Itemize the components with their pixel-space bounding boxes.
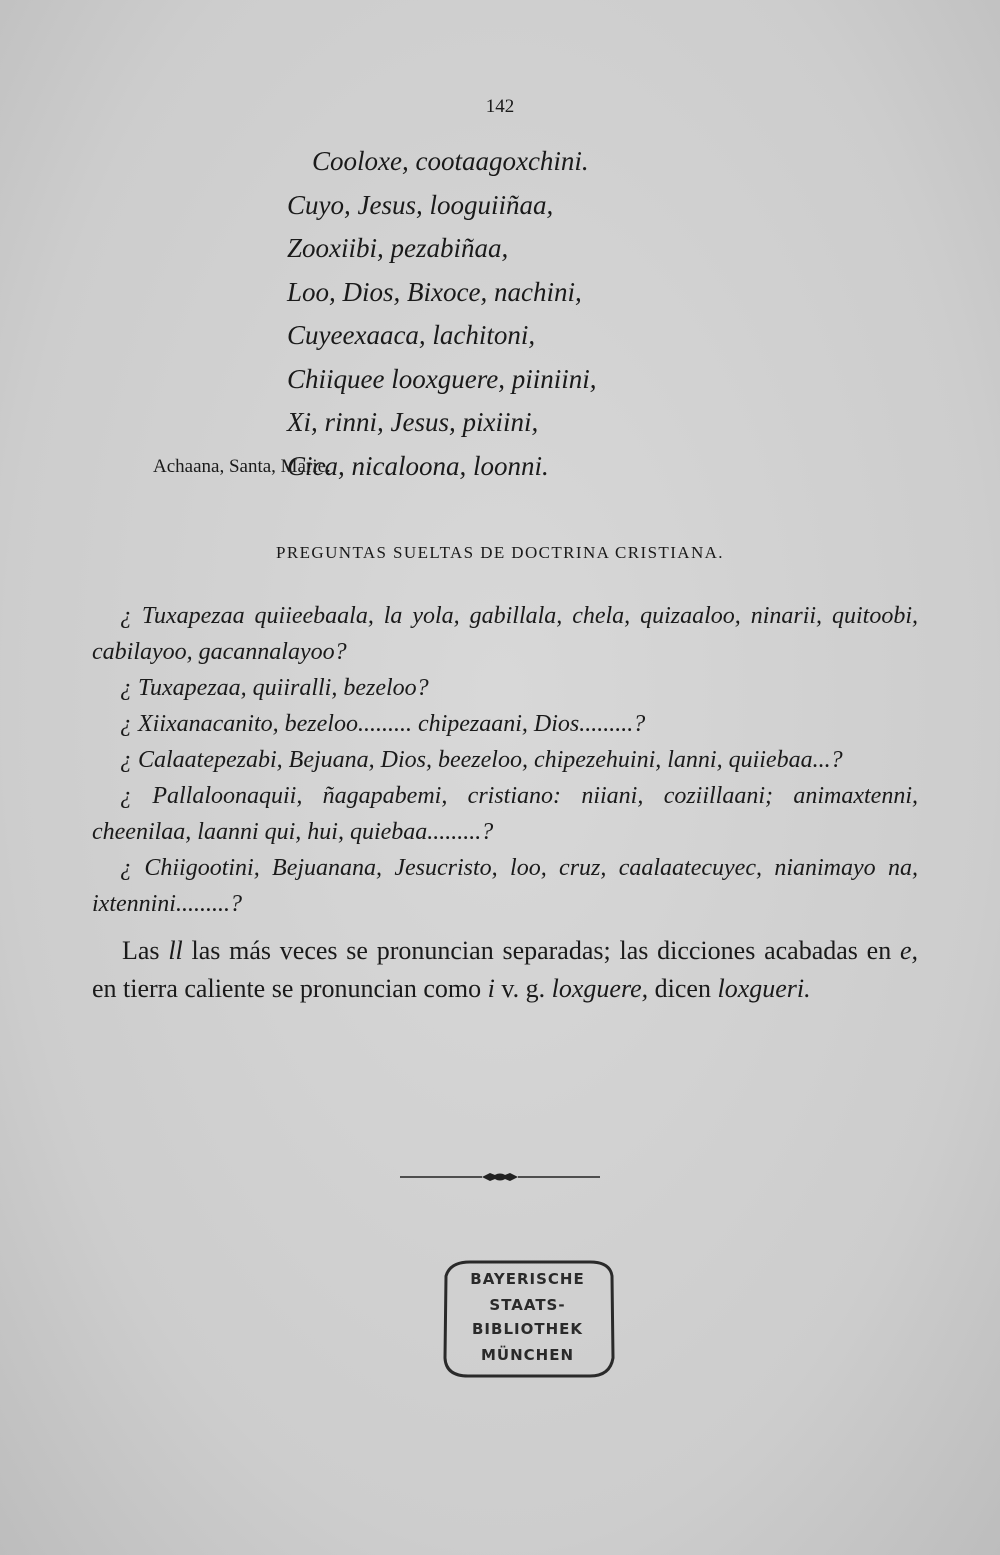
note-text: v. g. [494, 974, 552, 1003]
library-stamp [440, 1258, 615, 1380]
question: ¿ Chiigootini, Bejuanana, Jesucristo, loo, cruz, caalaatecuyec, nianimayo na, ixtennini.........? [92, 855, 918, 917]
note-example: loxgueri. [717, 974, 811, 1003]
note-text: Las [122, 936, 169, 965]
pronunciation-note [92, 932, 918, 1008]
page-number: 142 [485, 96, 515, 117]
stamp-line: BAYERISCHE [470, 1270, 585, 1288]
note-term: e, [899, 936, 919, 965]
question: ¿ Calaatepezabi, Bejuana, Dios, beezeloo, chipezehuini, lanni, quiiebaa...? [120, 747, 843, 773]
questions-list [92, 598, 918, 922]
stamp-line: BIBLIOTHEK [472, 1320, 583, 1338]
stamp-line: MÜNCHEN [480, 1346, 575, 1364]
poem-line: Cuyeexaaca, lachitoni, [287, 320, 536, 350]
poem-line: Cuyo, Jesus, looguiiñaa, [287, 189, 554, 220]
question: ¿ Xiixanacanito, bezeloo......... chipezaani, Dios.........? [120, 711, 646, 737]
note-text: en tierra caliente se pronuncian como [92, 974, 488, 1003]
note-term: i [487, 974, 495, 1003]
poem-closing: Achaana, Santa, Marie. [153, 456, 331, 477]
poem-line: Loo, Dios, Bixoce, nachini, [287, 276, 582, 307]
poem-line: Cica, nicaloona, loonni. [287, 450, 549, 481]
poem-line: Zooxiibi, pezabiñaa, [287, 233, 509, 263]
poem-line: Cooloxe, cootaagoxchini. [312, 146, 589, 176]
note-example: loxguere, [551, 974, 649, 1003]
section-heading: PREGUNTAS SUELTAS DE DOCTRINA CRISTIANA. [276, 543, 724, 562]
note-term: ll [168, 936, 183, 965]
question: ¿ Tuxapezaa quiieebaala, la yola, gabillala, chela, quizaaloo, ninarii, quitoobi, cabilayoo, gacannalayoo? [92, 603, 918, 665]
poem-line: Xi, rinni, Jesus, pixiini, [287, 407, 539, 437]
question: ¿ Pallaloonaquii, ñagapabemi, cristiano: niiani, coziillaani; animaxtenni, cheenilaa, laanni qui, hui, quiebaa.........? [92, 783, 918, 845]
poem [287, 140, 596, 488]
ornament-divider [400, 1170, 600, 1184]
note-text: dicen [648, 974, 718, 1003]
question: ¿ Tuxapezaa, quiiralli, bezeloo? [120, 675, 429, 701]
stamp-line: STAATS- [489, 1296, 566, 1314]
poem-line: Chiiquee looxguere, piiniini, [287, 363, 597, 394]
note-text: las más veces se pronuncian separadas; las dicciones acabadas en [182, 936, 900, 965]
